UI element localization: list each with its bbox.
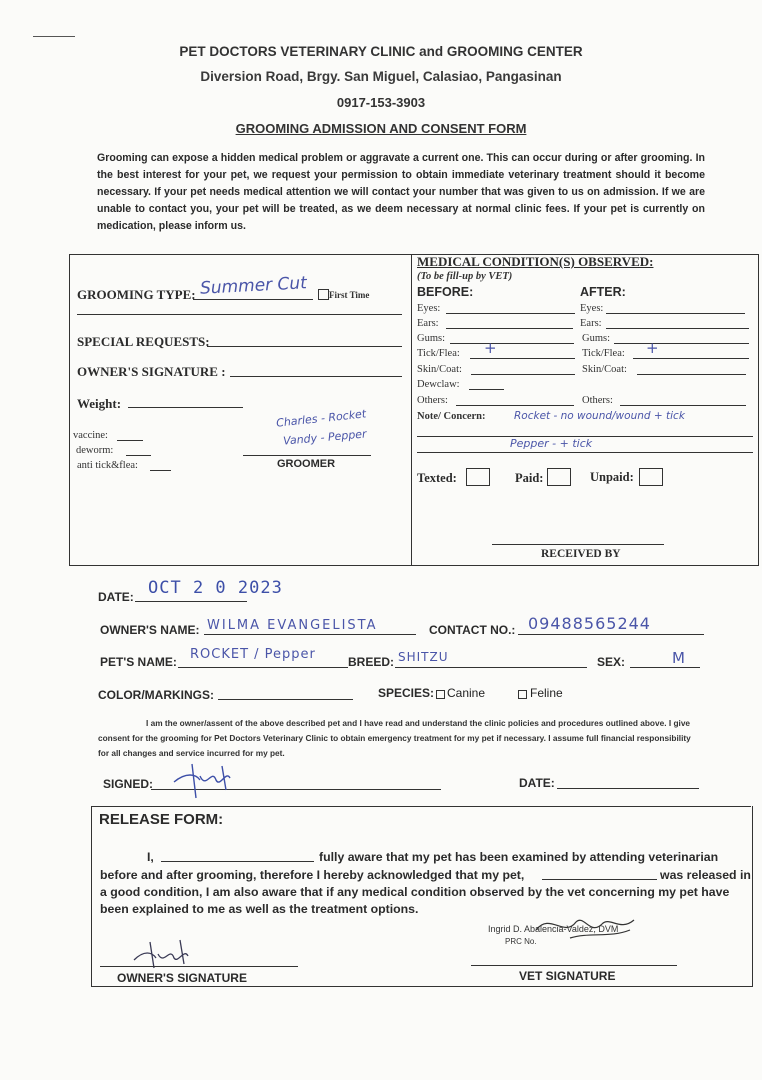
pet-name-value[interactable]: ROCKET / Pepper <box>190 647 316 662</box>
gums-after-line[interactable] <box>614 343 749 344</box>
sex-label: SEX: <box>597 655 626 669</box>
contact-value[interactable]: 09488565244 <box>528 614 651 633</box>
release-line2: before and after grooming, therefore I hereby acknowledged that my pet, <box>100 868 525 882</box>
tick-before-label: Tick/Flea: <box>417 348 460 359</box>
gums-after-label: Gums: <box>582 333 611 344</box>
intro-paragraph: Grooming can expose a hidden medical problem or aggravate a current one. This can occur during or after grooming. In the best interest for your pet, we request your permission to obtain immediate veterinary treatment should it become necessary. If your pet needs medical attention we will contact your number that was given to us on admission. If we are unable to contact you, your pet will be treated, as we deem necessary at normal clinic fees. If your pet is currently on medication, please inform us. <box>97 152 705 232</box>
medical-title: MEDICAL CONDITION(S) OBSERVED: <box>417 254 654 269</box>
release-line2-end: was released in <box>660 868 751 882</box>
release-name-line[interactable] <box>161 861 314 862</box>
note-line-1: Rocket - no wound/wound + tick <box>514 410 685 422</box>
first-time-checkbox[interactable] <box>318 289 329 300</box>
release-owner-signature-label: OWNER'S SIGNATURE <box>117 971 247 985</box>
eyes-before-label: Eyes: <box>417 303 441 314</box>
signed-date-label: DATE: <box>519 776 555 790</box>
tick-after-label: Tick/Flea: <box>582 348 625 359</box>
consent-paragraph: I am the owner/assent of the above described pet and I have read and understand the clinic policies and procedures outlined above. I give consent for the grooming for Pet Doctors Veterinary Clinic to obtain emergency treatment for my pet if necessary. I assume full financial responsibility for all changes and service incurred for my pet. <box>98 718 691 758</box>
note-rule-2[interactable] <box>417 452 753 453</box>
tick-before-line[interactable] <box>470 358 575 359</box>
clinic-name: PET DOCTORS VETERINARY CLINIC and GROOMING CENTER <box>179 44 583 59</box>
medical-subtitle: (To be fill-up by VET) <box>417 271 513 282</box>
eyes-before-line[interactable] <box>446 313 575 314</box>
ears-after-line[interactable] <box>606 328 749 329</box>
groomer-entry-2: Vandy - Pepper <box>282 427 368 448</box>
release-line1: fully aware that my pet has been examined by attending veterinarian <box>319 850 719 864</box>
release-title: RELEASE FORM: <box>99 811 224 828</box>
owner-name-label: OWNER'S NAME: <box>100 623 200 637</box>
special-requests-line[interactable] <box>207 346 402 347</box>
pet-name-label: PET'S NAME: <box>100 655 177 669</box>
owner-name-value[interactable]: WILMA EVANGELISTA <box>207 618 378 633</box>
breed-value[interactable]: SHITZU <box>398 650 449 664</box>
owner-signature-label: OWNER'S SIGNATURE : <box>77 364 226 379</box>
species-label: SPECIES: <box>378 686 435 700</box>
texted-label: Texted: <box>417 471 457 485</box>
release-i: I, <box>147 850 154 864</box>
groomer-entry-1: Charles - Rocket <box>275 407 367 430</box>
vet-signature-line[interactable] <box>471 965 677 966</box>
others-before-label: Others: <box>417 395 448 406</box>
feline-label: Feline <box>530 686 563 700</box>
before-label: BEFORE: <box>417 285 474 299</box>
dewclaw-label: Dewclaw: <box>417 379 460 390</box>
weight-line[interactable] <box>128 407 243 408</box>
release-line4: been explained to me as well as the treatment options. <box>100 902 419 916</box>
form-title: GROOMING ADMISSION AND CONSENT FORM <box>235 121 527 136</box>
weight-label: Weight: <box>77 396 122 411</box>
clinic-phone: 0917-153-3903 <box>336 95 426 110</box>
texted-checkbox[interactable] <box>466 468 490 486</box>
clinic-address: Diversion Road, Brgy. San Miguel, Calasiao, Pangasinan <box>200 69 562 84</box>
feline-checkbox[interactable] <box>518 690 527 699</box>
sex-value[interactable]: M <box>672 649 685 667</box>
release-pet-line[interactable] <box>542 879 657 880</box>
anti-tick-label: anti tick&flea: <box>77 460 138 471</box>
unpaid-label: Unpaid: <box>590 470 634 484</box>
vet-prc: PRC No. <box>505 937 537 946</box>
canine-label: Canine <box>447 686 486 700</box>
grooming-type-line <box>193 299 313 300</box>
others-after-label: Others: <box>582 395 613 406</box>
received-by-line[interactable] <box>492 544 664 545</box>
tick-after-line[interactable] <box>633 358 749 359</box>
release-box-top <box>91 806 751 807</box>
stray-mark <box>33 36 75 37</box>
date-stamp[interactable]: OCT 2 0 2023 <box>148 578 283 598</box>
vet-signature-scribble <box>530 908 640 948</box>
groomer-label: GROOMER <box>277 458 336 470</box>
after-label: AFTER: <box>580 285 626 299</box>
special-requests-label: SPECIAL REQUESTS: <box>77 334 210 349</box>
skin-after-label: Skin/Coat: <box>582 364 627 375</box>
breed-label: BREED: <box>348 655 395 669</box>
date-line <box>135 601 247 602</box>
others-before-line[interactable] <box>456 405 574 406</box>
signed-label: SIGNED: <box>103 777 154 791</box>
note-line-2: Pepper - + tick <box>510 437 593 450</box>
contact-line <box>518 634 704 635</box>
ears-after-label: Ears: <box>580 318 602 329</box>
color-line[interactable] <box>218 699 353 700</box>
ears-before-line[interactable] <box>446 328 573 329</box>
paid-checkbox[interactable] <box>547 468 571 486</box>
eyes-after-label: Eyes: <box>580 303 604 314</box>
date-label: DATE: <box>98 590 134 604</box>
tick-after-value: + <box>646 339 659 357</box>
vaccine-line[interactable] <box>117 440 143 441</box>
note-label: Note/ Concern: <box>417 411 486 422</box>
deworm-line[interactable] <box>126 455 151 456</box>
gums-before-label: Gums: <box>417 333 446 344</box>
groomer-line <box>243 455 371 456</box>
owner-signature-line[interactable] <box>230 376 402 377</box>
eyes-after-line[interactable] <box>606 313 745 314</box>
vaccine-label: vaccine: <box>73 430 108 441</box>
vet-signature-label: VET SIGNATURE <box>519 969 616 983</box>
anti-tick-line[interactable] <box>150 470 171 471</box>
grooming-type-value[interactable]: Summer Cut <box>199 273 308 299</box>
grooming-type-extra-line <box>77 314 402 315</box>
signed-date-line[interactable] <box>557 788 699 789</box>
others-after-line[interactable] <box>620 405 746 406</box>
breed-line <box>395 667 587 668</box>
tick-before-value: + <box>484 339 497 357</box>
dewclaw-line[interactable] <box>469 389 504 390</box>
deworm-label: deworm: <box>76 445 114 456</box>
owner-signature-scribble <box>170 760 240 802</box>
panel-divider <box>411 254 412 565</box>
release-line3: a good condition, I am also aware that if any medical condition observed by the vet concerning my pet have <box>100 885 730 899</box>
contact-label: CONTACT NO.: <box>429 623 516 637</box>
release-owner-signature-line[interactable] <box>100 966 298 967</box>
canine-checkbox[interactable] <box>436 690 445 699</box>
pet-name-line <box>178 667 348 668</box>
grooming-type-label: GROOMING TYPE: <box>77 287 196 302</box>
unpaid-checkbox[interactable] <box>639 468 663 486</box>
first-time-label: First Time <box>329 290 370 300</box>
color-label: COLOR/MARKINGS: <box>98 688 214 702</box>
owner-name-line <box>204 634 416 635</box>
skin-after-line[interactable] <box>637 374 746 375</box>
skin-before-label: Skin/Coat: <box>417 364 462 375</box>
ears-before-label: Ears: <box>417 318 439 329</box>
vet-name: Ingrid D. Abalencia-Valdez, DVM <box>488 924 619 934</box>
sex-line <box>630 667 700 668</box>
received-by-label: RECEIVED BY <box>541 548 621 560</box>
gums-before-line[interactable] <box>450 343 574 344</box>
skin-before-line[interactable] <box>471 374 575 375</box>
paid-label: Paid: <box>515 471 544 485</box>
